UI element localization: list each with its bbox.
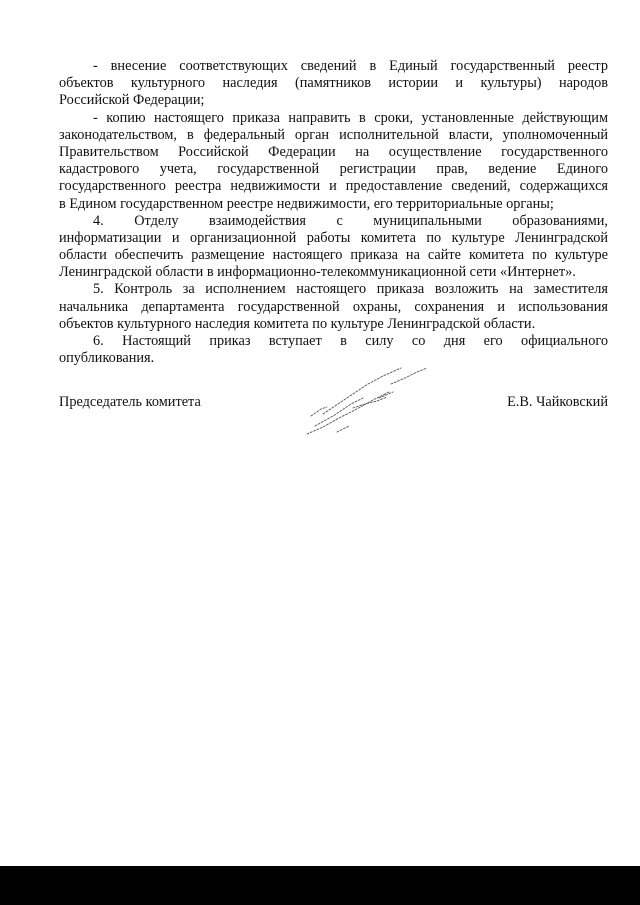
document-body	[59, 58, 608, 367]
paragraph-item-5	[59, 281, 608, 333]
text-line: законодательством, в федеральный орган исполнительной власти, уполномоченный	[59, 126, 608, 143]
text-line: 5. Контроль за исполнением настоящего приказа возложить на заместителя	[93, 281, 608, 298]
text-line: объектов культурного наследия комитета по культуре Ленинградской области.	[59, 315, 536, 332]
text-line: кадастрового учета, государственной регистрации прав, ведение Единого	[59, 161, 608, 178]
text-line: в Едином государственном реестре недвижимости, его территориальные органы;	[59, 195, 554, 212]
text-line: 4. Отделу взаимодействия с муниципальными образованиями,	[93, 212, 608, 229]
text-line: опубликования.	[59, 350, 155, 367]
paragraph-registry-entry	[59, 58, 608, 110]
paragraph-item-4	[59, 213, 608, 282]
text-line: Ленинградской области в информационно-телекоммуникационной сети «Интернет».	[59, 264, 576, 281]
text-line: 6. Настоящий приказ вступает в силу со дня его официального	[93, 333, 608, 349]
signatory-name: Е.В. Чайковский	[507, 394, 608, 410]
signatory-position: Председатель комитета	[59, 394, 201, 410]
text-line: Российской Федерации;	[59, 92, 205, 109]
paragraph-copy-order	[59, 110, 608, 213]
text-line: информатизации и организационной работы комитета по культуре Ленинградской	[59, 229, 608, 246]
signature-row	[59, 394, 608, 414]
text-line: Правительством Российской Федерации на осуществление государственного	[59, 143, 608, 160]
text-line: начальника департамента государственной охраны, сохранения и использования	[59, 298, 608, 315]
text-line: - копию настоящего приказа направить в сроки, установленные действующим	[93, 109, 608, 126]
paragraph-item-6	[59, 333, 608, 367]
text-line: объектов культурного наследия (памятников истории и культуры) народов	[59, 75, 608, 92]
text-line: области обеспечить размещение настоящего приказа на сайте комитета по культуре	[59, 247, 608, 264]
text-line: государственного реестра недвижимости и предоставление сведений, содержащихся	[59, 178, 608, 195]
scan-bottom-edge	[0, 866, 640, 905]
text-line: - внесение соответствующих сведений в Единый государственный реестр	[93, 58, 608, 74]
